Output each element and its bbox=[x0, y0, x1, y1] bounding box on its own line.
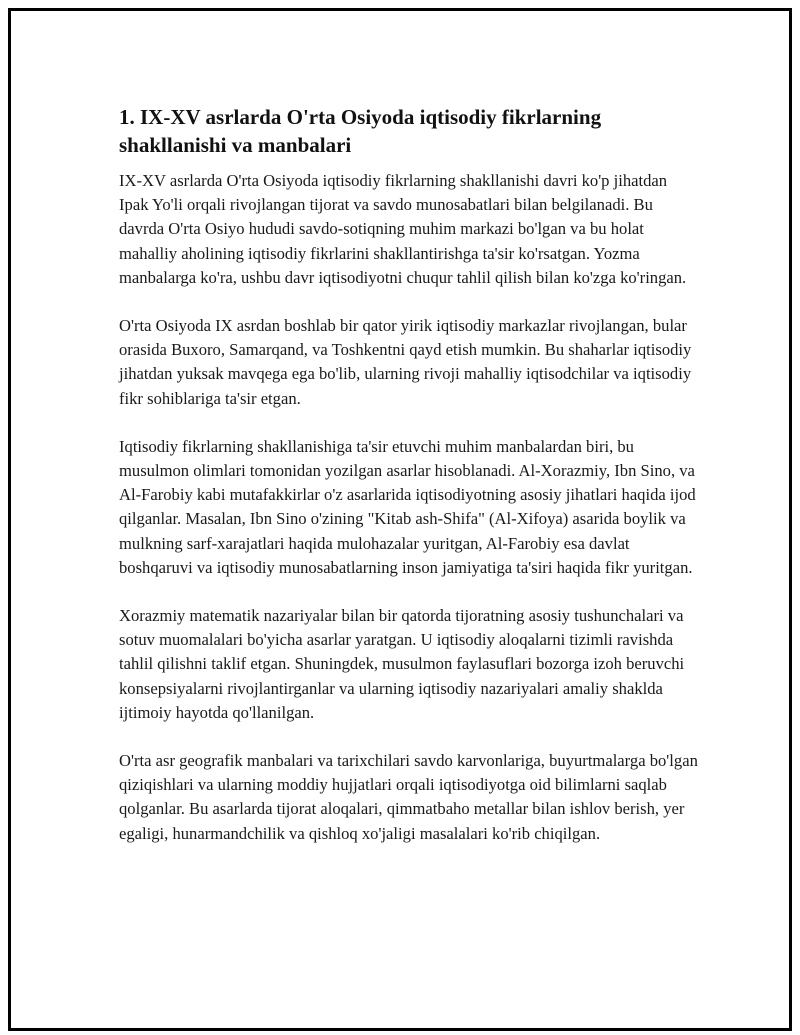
paragraph-5: O'rta asr geografik manbalari va tarixchilari savdo karvonlariga, buyurtmalarga bo'lgan qiziqishlari va ularning moddiy hujjatlari orqali iqtisodiyotga oid bilimlarni saqlab qolganlar. Bu asarlarda tijorat aloqalari, qimmatbaho metallar bilan ishlov berish, yer egaligi, hunarmandchilik va qishloq xo'jaligi masalalari ko'rib chiqilgan. bbox=[119, 751, 698, 843]
section-heading: 1. IX-XV asrlarda O'rta Osiyoda iqtisodiy fikrlarning shakllanishi va manbalari bbox=[119, 105, 602, 157]
page-frame bbox=[8, 8, 792, 1031]
paragraph-2: O'rta Osiyoda IX asrdan boshlab bir qator yirik iqtisodiy markazlar rivojlangan, bular orasida Buxoro, Samarqand, va Toshkentni qayd etish mumkin. Bu shaharlar iqtisodiy jihatdan yuksak mavqega ega bo'lib, ularning rivoji mahalliy iqtisodchilar va iqtisodiy fikr sohiblariga ta'sir etgan. bbox=[119, 316, 692, 408]
document-body bbox=[119, 103, 699, 870]
paragraph-1: IX-XV asrlarda O'rta Osiyoda iqtisodiy fikrlarning shakllanishi davri ko'p jihatdan Ipak Yo'li orqali rivojlangan tijorat va savdo munosabatlari bilan belgilanadi. Bu davrda O'rta Osiyo hududi savdo-sotiqning muhim markazi bo'lgan va bu holat mahalliy aholining iqtisodiy fikrlarini shakllantirishga ta'sir ko'rsatgan. Yozma manbalarga ko'ra, ushbu davr iqtisodiyotni chuqur tahlil qilish bilan ko'zga ko'ringan. bbox=[119, 171, 687, 287]
paragraph-3: Iqtisodiy fikrlarning shakllanishiga ta'sir etuvchi muhim manbalardan biri, bu musulmon olimlari tomonidan yozilgan asarlar hisoblanadi. Al-Xorazmiy, Ibn Sino, va Al-Farobiy kabi mutafakkirlar o'z asarlarida iqtisodiyotning asosiy jihatlari haqida ijod qilganlar. Masalan, Ibn Sino o'zining "Kitab ash-Shifa" (Al-Xifoya) asarida boylik va mulkning sarf-xarajatlari haqida mulohazalar yuritgan, Al-Farobiy esa davlat boshqaruvi va iqtisodiy munosabatlarning inson jamiyatiga ta'siri haqida fikr yuritgan. bbox=[119, 436, 696, 577]
paragraph-4: Xorazmiy matematik nazariyalar bilan bir qatorda tijoratning asosiy tushunchalari va sotuv muomalalari bo'yicha asarlar yaratgan. U iqtisodiy aloqalarni tizimli ravishda tahlil qilishni taklif etgan. Shuningdek, musulmon faylasuflari bozorga izoh beruvchi konsepsiyalarni rivojlantirganlar va ularning iqtisodiy nazariyalari amaliy shaklda ijtimoiy hayotda qo'llanilgan. bbox=[119, 606, 685, 722]
